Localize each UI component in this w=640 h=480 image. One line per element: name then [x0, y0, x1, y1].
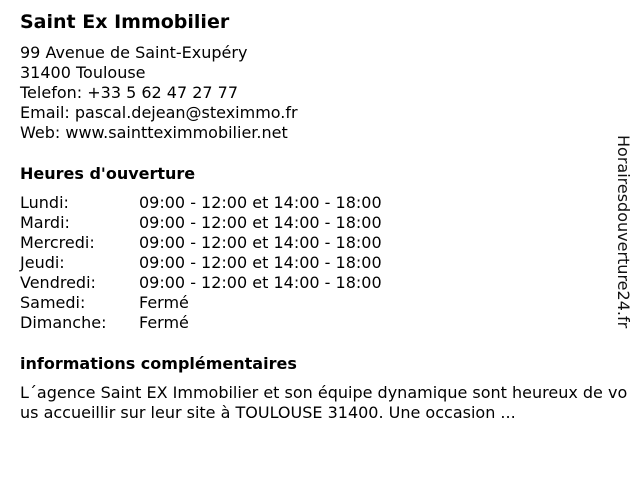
day-label: Mercredi:: [20, 233, 95, 252]
business-name: Saint Ex Immobilier: [20, 11, 230, 33]
day-label: Samedi:: [20, 293, 86, 312]
email-address: Email: pascal.dejean@steximmo.fr: [20, 103, 298, 122]
additional-info-heading: informations complémentaires: [20, 354, 297, 373]
day-label: Dimanche:: [20, 313, 107, 332]
street-address: 99 Avenue de Saint-Exupéry: [20, 43, 248, 62]
time-value: 09:00 - 12:00 et 14:00 - 18:00: [139, 233, 382, 252]
day-label: Jeudi:: [20, 253, 65, 272]
additional-info-text: L´agence Saint EX Immobilier et son équipe dynamique sont heureux de vous accueillir sur leur site à TOULOUSE 31400. Une occasion ...: [20, 383, 628, 422]
time-value: 09:00 - 12:00 et 14:00 - 18:00: [139, 213, 382, 232]
time-value: 09:00 - 12:00 et 14:00 - 18:00: [139, 273, 382, 292]
time-value: Fermé: [139, 313, 189, 332]
opening-hours-heading: Heures d'ouverture: [20, 164, 196, 183]
city-postal: 31400 Toulouse: [20, 63, 146, 82]
day-label: Mardi:: [20, 213, 70, 232]
time-value: 09:00 - 12:00 et 14:00 - 18:00: [139, 193, 382, 212]
time-value: Fermé: [139, 293, 189, 312]
website-address: Web: www.saintteximmobilier.net: [20, 123, 288, 142]
time-value: 09:00 - 12:00 et 14:00 - 18:00: [139, 253, 382, 272]
phone-number: Telefon: +33 5 62 47 27 77: [20, 83, 239, 102]
day-label: Vendredi:: [20, 273, 96, 292]
site-watermark: Horairesdouverture24.fr: [614, 135, 633, 329]
day-label: Lundi:: [20, 193, 69, 212]
contact-block: [20, 43, 298, 143]
